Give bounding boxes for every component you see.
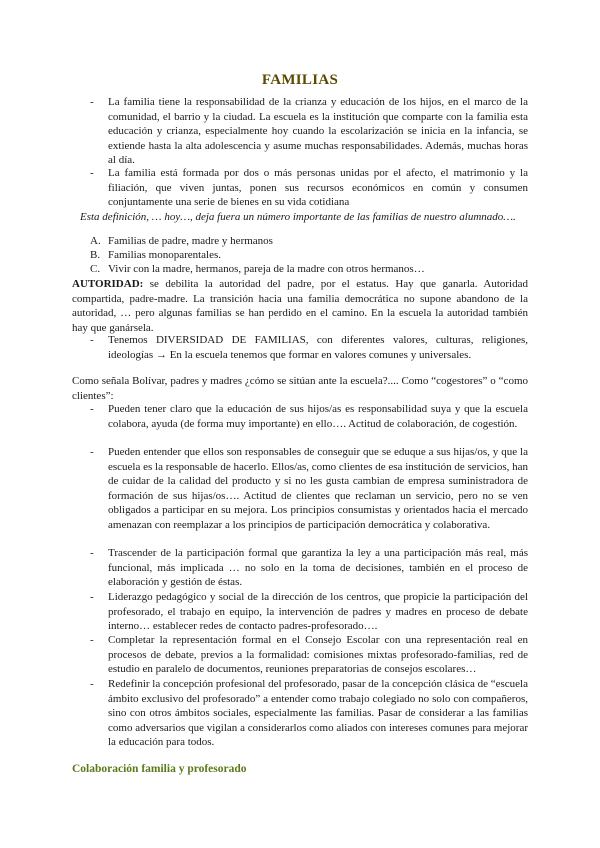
autoridad-label: AUTORIDAD: bbox=[72, 278, 144, 290]
paragraph-bolivar-intro: Como señala Bolívar, padres y madres ¿cómo se sitúan ante la escuela?.... Como “cogestores” o “como clientes”: bbox=[72, 375, 528, 402]
bullet-dash: - bbox=[90, 96, 94, 108]
list-item: Familias monoparentales. bbox=[108, 249, 222, 261]
bullet-dash: - bbox=[90, 547, 94, 559]
paragraph-cogestores: Pueden tener claro que la educación de sus hijos/as es responsabilidad suya y que la escuela colabora, ayuda (de forma muy importante) en ello…. Actitud de colaboración, de cogestión. bbox=[108, 403, 528, 430]
bullet-dash: - bbox=[90, 591, 94, 603]
paragraph-clientes: Pueden entender que ellos son responsables de conseguir que se eduque a sus hijas/os, y que la escuela es la responsable de hacerlo. Ellos/as, como clientes de esa institución de servicios, han de cuidar de la calidad del producto y si no les gusta cambian de empresa suministradora de formación de sus hijas/os…. Actitud de clientes que reclaman un servicio, pero no se ven obligados a participar en su mejora. Los principios consumistas y orientados hacia el mercado amenazan con reemplazar a los principios de participación democrática y colaborativa. bbox=[108, 446, 528, 531]
autoridad-text: se debilita la autoridad del padre, por el estatus. Hay que ganarla. Autoridad compartida, padre-madre. La transición hacia una familia democrática no supone abandono de la autoridad, … pero algunas familias se han perdido en el camino. En la escuela la autoridad también hay que ganársela. bbox=[72, 278, 528, 334]
bullet-dash: - bbox=[90, 403, 94, 415]
paragraph-redefinir: Redefinir la concepción profesional del profesorado, pasar de la concepción clásica de “escuela ámbito exclusivo del profesorado” a entender como trabajo colegiado no solo con compañeros, sino con otros ámbitos sociales, especialmente las familias. Pasar de considerar a las familias como adversarios que vigilan a considerarlos como aliados con intereses comunes para mejorar la educación para todos. bbox=[108, 678, 528, 749]
paragraph-autoridad bbox=[72, 277, 528, 335]
list-marker: B. bbox=[90, 249, 101, 261]
bullet-dash: - bbox=[90, 634, 94, 646]
paragraph-diversidad: Tenemos DIVERSIDAD DE FAMILIAS, con diferentes valores, culturas, religiones, ideologías → En la escuela tenemos que formar en valores comunes y universales. bbox=[108, 334, 528, 361]
list-item: Familias de padre, madre y hermanos bbox=[108, 235, 273, 247]
paragraph-familia-responsabilidad: La familia tiene la responsabilidad de la crianza y educación de los hijos, en el marco de la comunidad, el barrio y la ciudad. La escuela es la institución que comparte con la familia esta educación y crianza, especialmente hoy cuando la escolarización se inicia en la infancia, se extiende hasta la alta adolescencia y asume muchas responsabilidades. Además, muchas horas al día. bbox=[108, 96, 528, 167]
paragraph-consejo-escolar: Completar la representación formal en el Consejo Escolar con una representación real en procesos de debate, previos a la formalidad: comisiones mixtas profesorado-familias, red de estudio en paralelo de documentos, reuniones preparatorias de consejos escolares… bbox=[108, 634, 528, 676]
list-item: Vivir con la madre, hermanos, pareja de la madre con otros hermanos… bbox=[108, 263, 425, 275]
bullet-dash: - bbox=[90, 334, 94, 346]
list-marker: A. bbox=[90, 235, 101, 247]
bullet-dash: - bbox=[90, 446, 94, 458]
paragraph-liderazgo: Liderazgo pedagógico y social de la dirección de los centros, que propicie la participación del profesorado, el trabajo en equipo, la intervención de padres y madres en proceso de debate interno… establecer redes de contacto padres-profesorado…. bbox=[108, 591, 528, 633]
list-marker: C. bbox=[90, 263, 101, 275]
paragraph-trascender: Trascender de la participación formal que garantiza la ley a una participación más real, más funcional, más implicada … no solo en la toma de decisiones, también en el proceso de elaboración y gestión de éstas. bbox=[108, 547, 528, 589]
bullet-dash: - bbox=[90, 678, 94, 690]
paragraph-familia-definicion: La familia está formada por dos o más personas unidas por el afecto, el matrimonio y la filiación, que viven juntas, ponen sus recursos económicos en común y consumen conjuntamente una serie de bienes en su vida cotidiana bbox=[108, 167, 528, 209]
section-heading-colaboracion: Colaboración familia y profesorado bbox=[72, 763, 247, 775]
page-title: FAMILIAS bbox=[261, 72, 339, 88]
bullet-dash: - bbox=[90, 167, 94, 179]
italic-note: Esta definición, … hoy…, deja fuera un número importante de las familias de nuestro alumnado…. bbox=[80, 211, 516, 223]
